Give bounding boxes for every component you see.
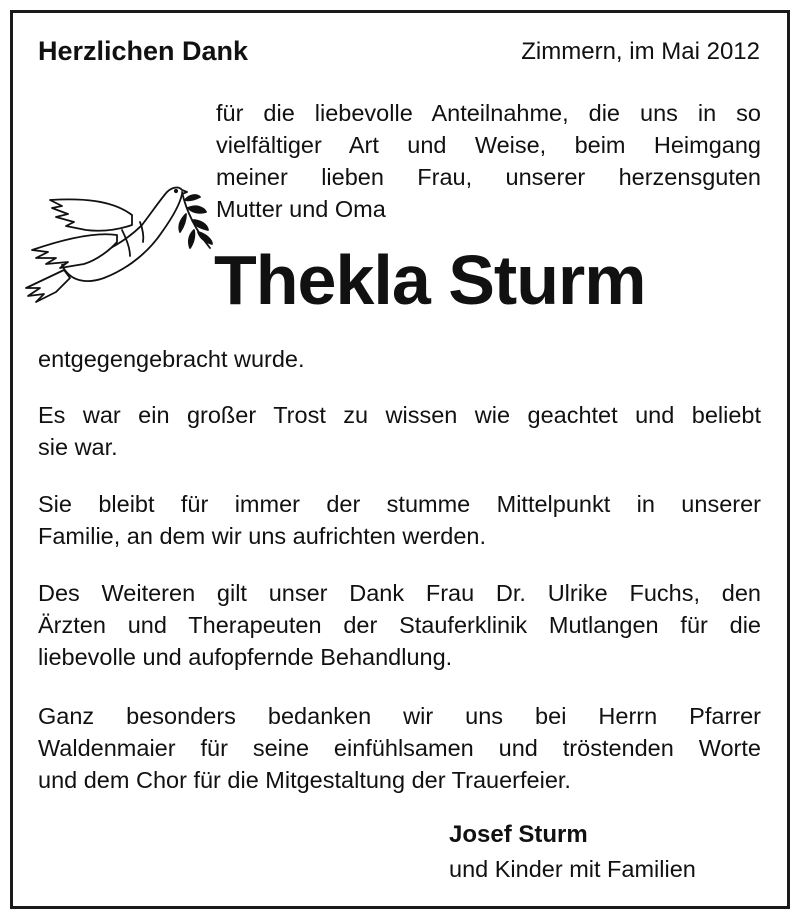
signature-family: und Kinder mit Familien [449, 856, 696, 882]
intro-line: meiner lieben Frau, unserer herzensguten [216, 164, 761, 190]
notice-dateline: Zimmern, im Mai 2012 [521, 38, 760, 65]
intro-line: Mutter und Oma [216, 196, 386, 222]
intro-line: für die liebevolle Anteilnahme, die uns in so [216, 100, 761, 126]
notice-heading: Herzlichen Dank [38, 36, 249, 66]
paragraph-line: Sie bleibt für immer der stumme Mittelpunkt in unserer [38, 491, 761, 517]
paragraph-line: und dem Chor für die Mitgestaltung der Trauerfeier. [38, 767, 571, 793]
paragraph [38, 577, 761, 673]
paragraph-line: Ganz besonders bedanken wir uns bei Herrn Pfarrer [38, 703, 761, 729]
deceased-name: Thekla Sturm [214, 241, 646, 319]
intro-text [216, 97, 761, 225]
paragraph [38, 343, 761, 375]
paragraph-line: Es war ein großer Trost zu wissen wie geachtet und beliebt [38, 402, 761, 428]
signature-name: Josef Sturm [449, 821, 588, 848]
paragraph-line: sie war. [38, 434, 118, 460]
paragraph-line: Des Weiteren gilt unser Dank Frau Dr. Ulrike Fuchs, den [38, 580, 761, 606]
paragraph [38, 700, 761, 796]
paragraph [38, 488, 761, 552]
paragraph-line: Ärzten und Therapeuten der Stauferklinik Mutlangen für die [38, 612, 761, 638]
paragraph-line: entgegengebracht wurde. [38, 346, 305, 372]
paragraph-line: Waldenmaier für seine einfühlsamen und tröstenden Worte [38, 735, 761, 761]
paragraph-line: liebevolle und aufopfernde Behandlung. [38, 644, 453, 670]
dove-with-olive-branch-icon [22, 170, 222, 310]
intro-line: vielfältiger Art und Weise, beim Heimgang [216, 132, 761, 158]
paragraph-line: Familie, an dem wir uns aufrichten werden. [38, 523, 487, 549]
paragraph [38, 399, 761, 463]
